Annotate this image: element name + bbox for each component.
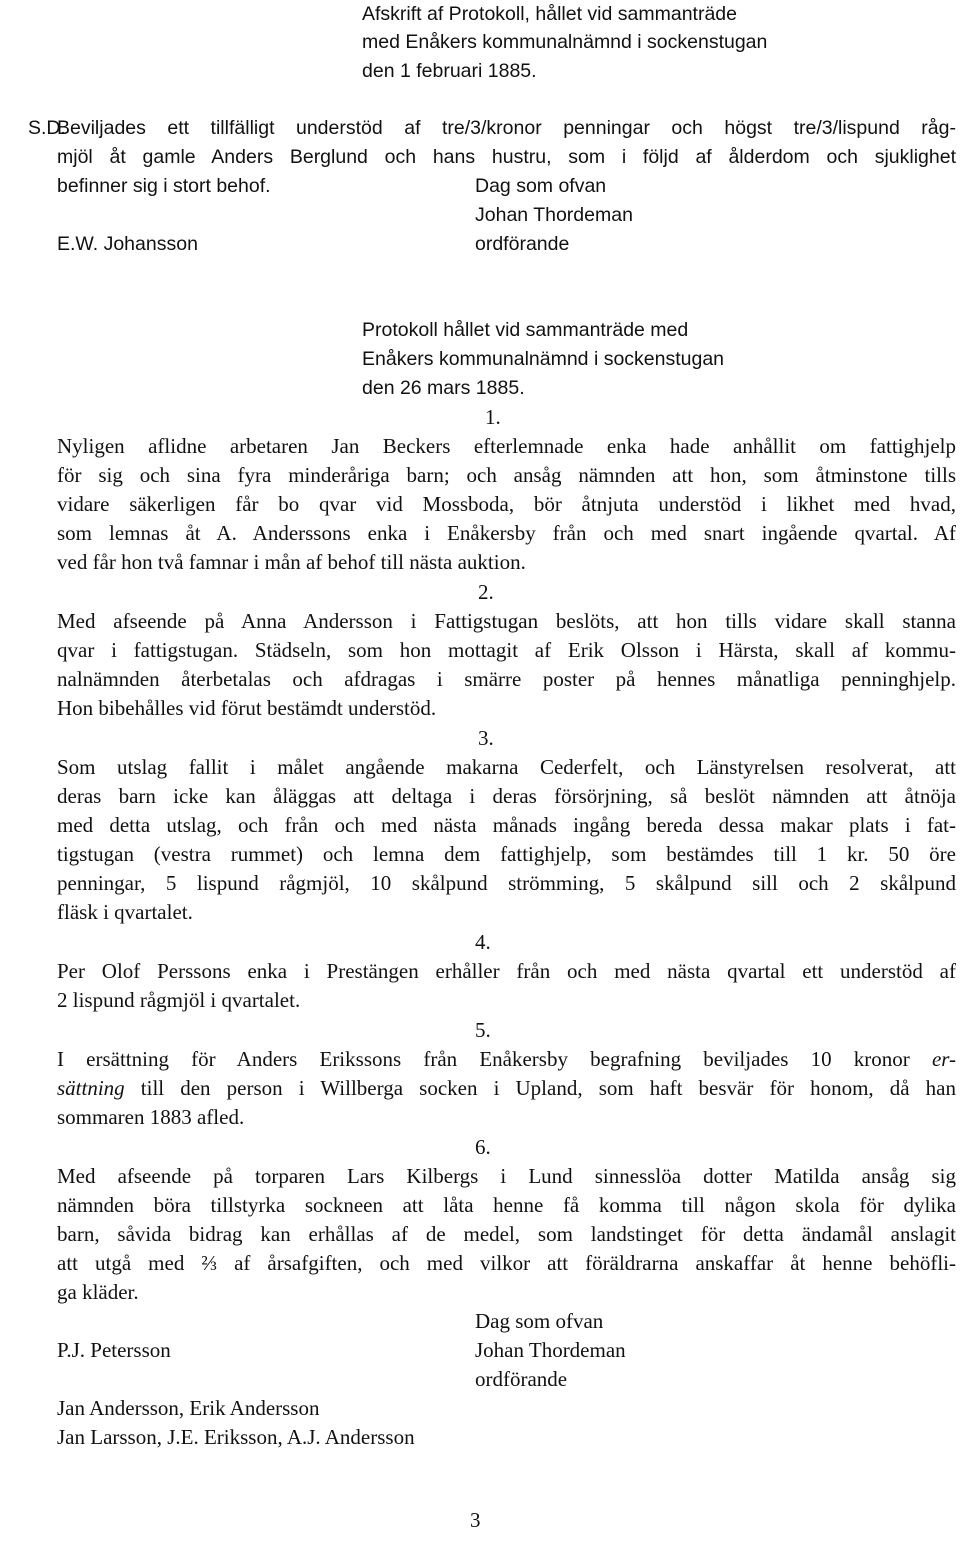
date-note: Dag som ofvan [475,175,607,197]
protocol-heading-line: Enåkers kommunalnämnd i sockenstugan [362,348,725,370]
section-number: 3. [478,726,494,750]
sd-label: S.D. [28,117,66,139]
section-text-line [57,1074,956,1103]
section-text-line: Hon bibehålles vid förut bestämdt understöd. [57,696,437,720]
protocol-heading-line: Protokoll hållet vid sammanträde med [362,319,689,341]
chairman-title: ordförande [475,1367,568,1391]
section-text-line: Nyligen aflidne arbetaren Jan Beckers efterlemnade enka hade anhållit om fattighjelp [57,434,956,458]
section-text-line: deras barn icke kan åläggas att deltaga i deras försörjning, så beslöt nämnden att åtnöja [57,784,956,808]
section-text-line: att utgå med ⅔ af årsafgiften, och med vilkor att föräldrarna anskaffar åt henne behöfli- [57,1251,956,1275]
section-text-line: ga kläder. [57,1280,139,1304]
section-text-line: barn, såvida bidrag kan erhållas af de medel, som landstinget för detta ändamål anslagit [57,1222,956,1246]
section-text-segment: I ersättning för Anders Erikssons från Enåkersby begrafning beviljades 10 kronor [57,1047,910,1071]
italic-word: er- [931,1047,957,1071]
section-number: 2. [478,580,494,604]
section-number: 1. [485,405,501,429]
section-text-line: nämnden böra tillstyrka sockneen att låta henne få komma till någon skola för dylika [57,1193,956,1217]
section-text-line: ved får hon två famnar i mån af behof till nästa auktion. [57,550,526,574]
protocol-heading-line: med Enåkers kommunalnämnd i sockenstugan [362,31,768,53]
chairman-title: ordförande [475,233,570,255]
italic-word: sättning [57,1076,125,1100]
section-number: 6. [475,1135,491,1159]
section-text-line: som lemnas åt A. Anderssons enka i Enåkersby från och med snart ingående qvartal. Af [57,521,956,545]
chairman-name: Johan Thordeman [475,1338,626,1362]
section-text-line: penningar, 5 lispund rågmjöl, 10 skålpund strömming, 5 skålpund sill och 2 skålpund [57,871,956,895]
signers-list: Jan Larsson, J.E. Eriksson, A.J. Andersson [57,1425,415,1449]
protocol-heading-line: den 26 mars 1885. [362,377,525,399]
protocol-heading-line: den 1 februari 1885. [362,60,537,82]
section-text-line: fläsk i qvartalet. [57,900,193,924]
section-text-line [57,1045,956,1074]
chairman-name: Johan Thordeman [475,204,633,226]
signers-list: Jan Andersson, Erik Andersson [57,1396,320,1420]
section-text-line: Per Olof Perssons enka i Prestängen erhåller från och med nästa qvartal ett understöd af [57,959,956,983]
section-text-line: vidare säkerligen får bo qvar vid Mossboda, bör åtnjuta understöd i likhet med hvad, [57,492,956,516]
page-number: 3 [470,1508,481,1532]
date-note: Dag som ofvan [475,1309,604,1333]
section-text-line: tigstugan (vestra rummet) och lemna dem fattighjelp, som bestämdes till 1 kr. 50 öre [57,842,956,866]
section-number: 4. [475,930,491,954]
sd-text-line: Beviljades ett tillfälligt understöd af tre/3/kronor penningar och högst tre/3/lispund råg- [57,117,956,139]
section-text-line: 2 lispund rågmjöl i qvartalet. [57,988,301,1012]
protocol-heading-line: Afskrift af Protokoll, hållet vid sammanträde [362,3,737,25]
section-number: 5. [475,1018,491,1042]
section-text-line: nalnämnden återbetalas och afdragas i smärre poster på hennes månatliga penninghjelp. [57,667,956,691]
section-text-segment: till den person i Willberga socken i Upland, som haft besvär för honom, då han [140,1076,957,1100]
sd-text-line: mjöl åt gamle Anders Berglund och hans hustru, som i följd af ålderdom och sjuklighet [57,146,956,168]
section-text-line: qvar i fattigstugan. Städseln, som hon mottagit af Erik Olsson i Härsta, skall af kommu- [57,638,956,662]
section-text-line: för sig och sina fyra minderåriga barn; och ansåg nämnden att hon, som åtminstone tills [57,463,956,487]
section-text-line: med detta utslag, och från och med nästa månads ingång bereda dessa makar plats i fat- [57,813,956,837]
section-text-line: Med afseende på Anna Andersson i Fattigstugan beslöts, att hon tills vidare skall stanna [57,609,956,633]
section-text-line: Som utslag fallit i målet angående makarna Cederfelt, och Länstyrelsen resolverat, att [57,755,956,779]
section-text-line: Med afseende på torparen Lars Kilbergs i Lund sinnesslöa dotter Matilda ansåg sig [57,1164,956,1188]
sd-text-line: befinner sig i stort behof. [57,175,271,197]
signer-name: P.J. Petersson [57,1338,171,1362]
section-text-line: sommaren 1883 afled. [57,1105,245,1129]
signer-name: E.W. Johansson [57,233,198,255]
